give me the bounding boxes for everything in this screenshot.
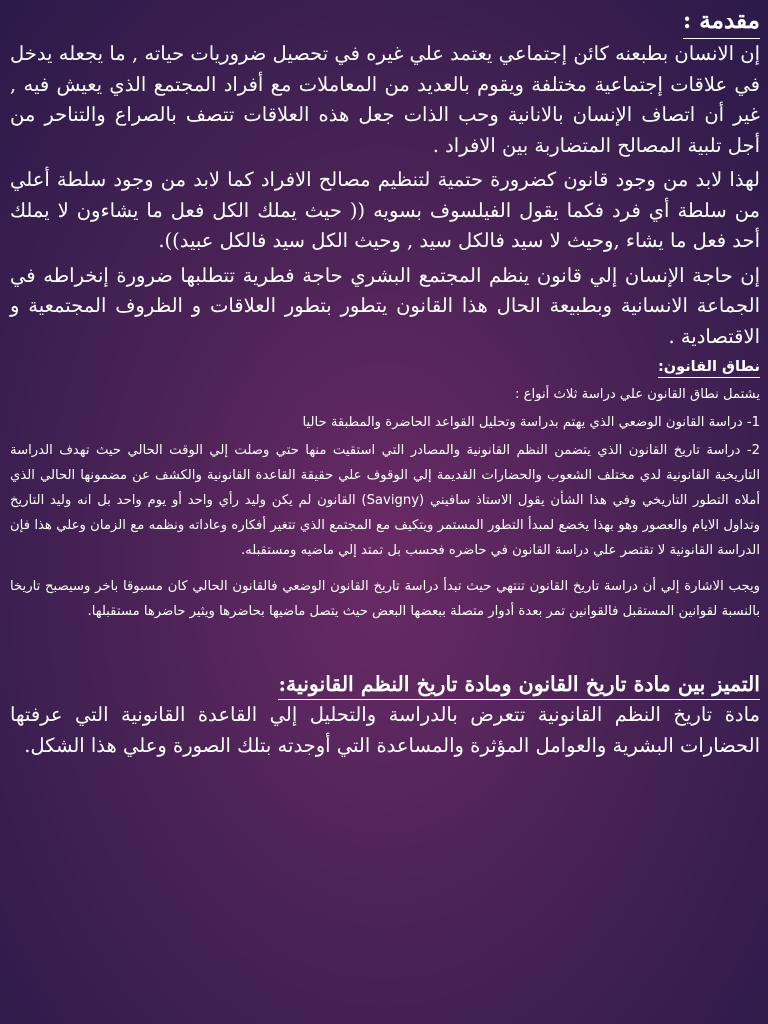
scope-heading: نطاق القانون:	[658, 357, 760, 378]
scope-lead: يشتمل نطاق القانون علي دراسة ثلاث أنواع :	[515, 387, 760, 402]
scope-note: ويجب الاشارة إلي أن دراسة تاريخ القانون تنتهي حيث تبدأ دراسة تاريخ القانون الوضعي فالقانون الحالي كان مسبوقا باخر وسيصبح تاريخا بالنسبة لقوانين المستقبل فالقوانين تمر بعدة أدوار متصلة ببعضها البعض حيث يتصل ماضيها بحاضرها ويثير حاضرها مستقبلها.	[10, 579, 760, 619]
intro-paragraph-3: إن حاجة الإنسان إلي قانون ينظم المجتمع البشري حاجة فطرية تتطلبها ضرورة إنخراطه في الجماعة الانسانية وبطبيعة الحال هذا القانون يتطور بتطور العلاقات و الظروف المجتمعية و الاقتصادية .	[10, 263, 760, 348]
intro-paragraph-2: لهذا لابد من وجود قانون كضرورة حتمية لتنظيم مصالح الافراد كما لابد من وجود سلطة أعلي من سلطة أي فرد فكما يقول الفيلسوف بسويه (( حيث يملك الكل فعل ما يشاءون لا يملك أحد فعل ما يشاء ,وحيث لا سيد فالكل سيد , وحيث الكل سيد فالكل عبيد)).	[10, 168, 760, 252]
spacer	[10, 566, 760, 574]
distinction-paragraph: مادة تاريخ النظم القانونية تتعرض بالدراسة والتحليل إلي القاعدة القانونية التي عرفتها الحضارات البشرية والعوامل المؤثرة والمساعدة التي أوجدته بتلك الصورة وعلي هذا الشكل.	[10, 703, 760, 757]
scope-item-1: 1- دراسة القانون الوضعي الذي يهتم بدراسة وتحليل القواعد الحاضرة والمطبقة حاليا	[302, 415, 760, 430]
intro-paragraph-1: إن الانسان بطبعنه كائن إجتماعي يعتمد علي غيره في تحصيل ضروريات حياته , ما يجعله يدخل في علاقات إجتماعية مختلفة ويقوم بالعديد من المعاملات مع أفراد المجتمع الذي يعيش فيه , غير أن اتصاف الإنسان بالانانية وحب الذات جعل هذه العلاقات تتصف بالصراع والتناحر من أجل تلبية المصالح المتضاربة بين الافراد .	[10, 42, 760, 157]
spacer	[10, 627, 760, 669]
intro-title: مقدمة :	[683, 4, 760, 39]
distinction-title: التميز بين مادة تاريخ القانون ومادة تاريخ النظم القانونية:	[278, 669, 760, 700]
scope-item-2: 2- دراسة تاريخ القانون الذي يتضمن النظم القانونية والمصادر التي استقيت منها حتي وصلت إلي الوقت الحالي حيث تهدف الدراسة التاريخية القانونية لدي مختلف الشعوب والحضارات القديمة إلي الوقوف علي حقيقة القاعدة القانونية والكشف عن مضمونها الحالي الذي أملاه التطور التاريخي وفي هذا الشأن يقول الاستاذ سافيني (Savigny) القانون لم يكن وليد رأي واحد أو يوم واحد بل انه وليد التاريخ وتداول الايام والعصور وهو بهذا يخضع لمبدأ التطور المستمر ويتكيف مع المجتمع الذي تتغير أفكاره وعاداته ونظمه مع الزمان وعلي هذا فإن الدراسة القانونية لا تقتصر علي دراسة القانون في حاضره فحسب بل تمتد إلي ماضيه ومستقبله.	[10, 443, 760, 558]
